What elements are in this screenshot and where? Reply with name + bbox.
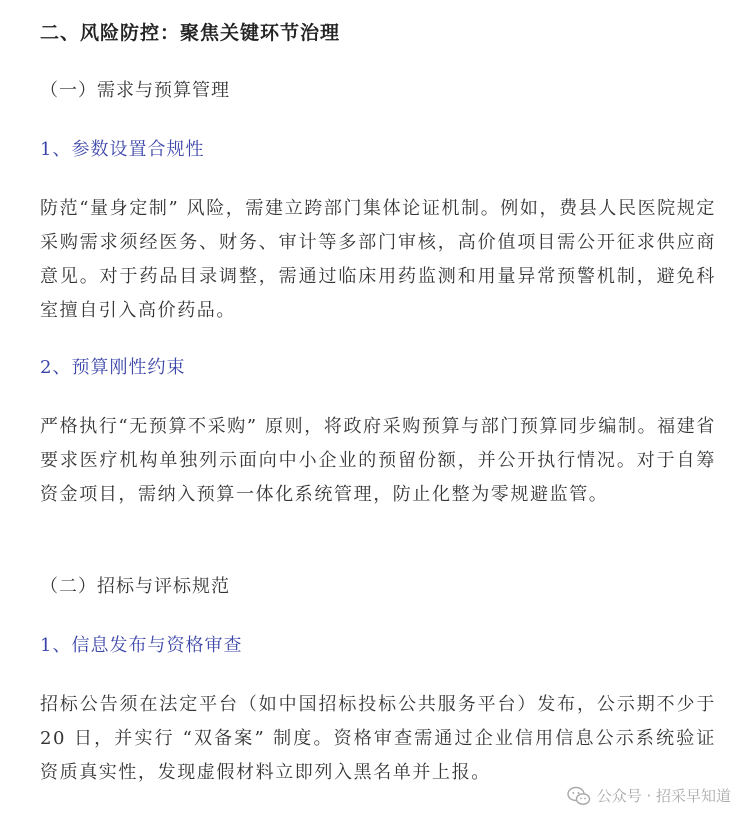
item-heading-1-2: 2、预算刚性约束	[40, 357, 186, 378]
paragraph-1-2: 严格执行“无预算不采购” 原则，将政府采购预算与部门预算同步编制。福建省要求医疗机构单独列示面向中小企业的预留份额，并公开执行情况。对于自筹资金项目，需纳入预算一体化系统管理，防止化整为零规避监管。	[40, 416, 716, 505]
watermark	[567, 785, 731, 806]
watermark-text: 公众号 · 招采早知道	[596, 787, 731, 805]
section-title: 二、风险防控：聚焦关键环节治理	[40, 22, 341, 44]
paragraph-2-1: 招标公告须在法定平台（如中国招标投标公共服务平台）发布，公示期不少于20 日，并实行 “双备案” 制度。资格审查需通过企业信用信息公示系统验证资质真实性，发现虚假材料立即列入黑名单并上报。	[40, 694, 716, 783]
subsection-heading-2: （二）招标与评标规范	[40, 576, 230, 597]
wechat-icon	[567, 786, 591, 806]
item-heading-1-1: 1、参数设置合规性	[40, 139, 205, 160]
paragraph-1-1: 防范“量身定制” 风险，需建立跨部门集体论证机制。例如，费县人民医院规定采购需求须经医务、财务、审计等多部门审核，高价值项目需公开征求供应商意见。对于药品目录调整，需通过临床用药监测和用量异常预警机制，避免科室擅自引入高价药品。	[40, 198, 716, 321]
subsection-heading-1: （一）需求与预算管理	[40, 80, 230, 101]
item-heading-2-1: 1、信息发布与资格审查	[40, 635, 243, 656]
